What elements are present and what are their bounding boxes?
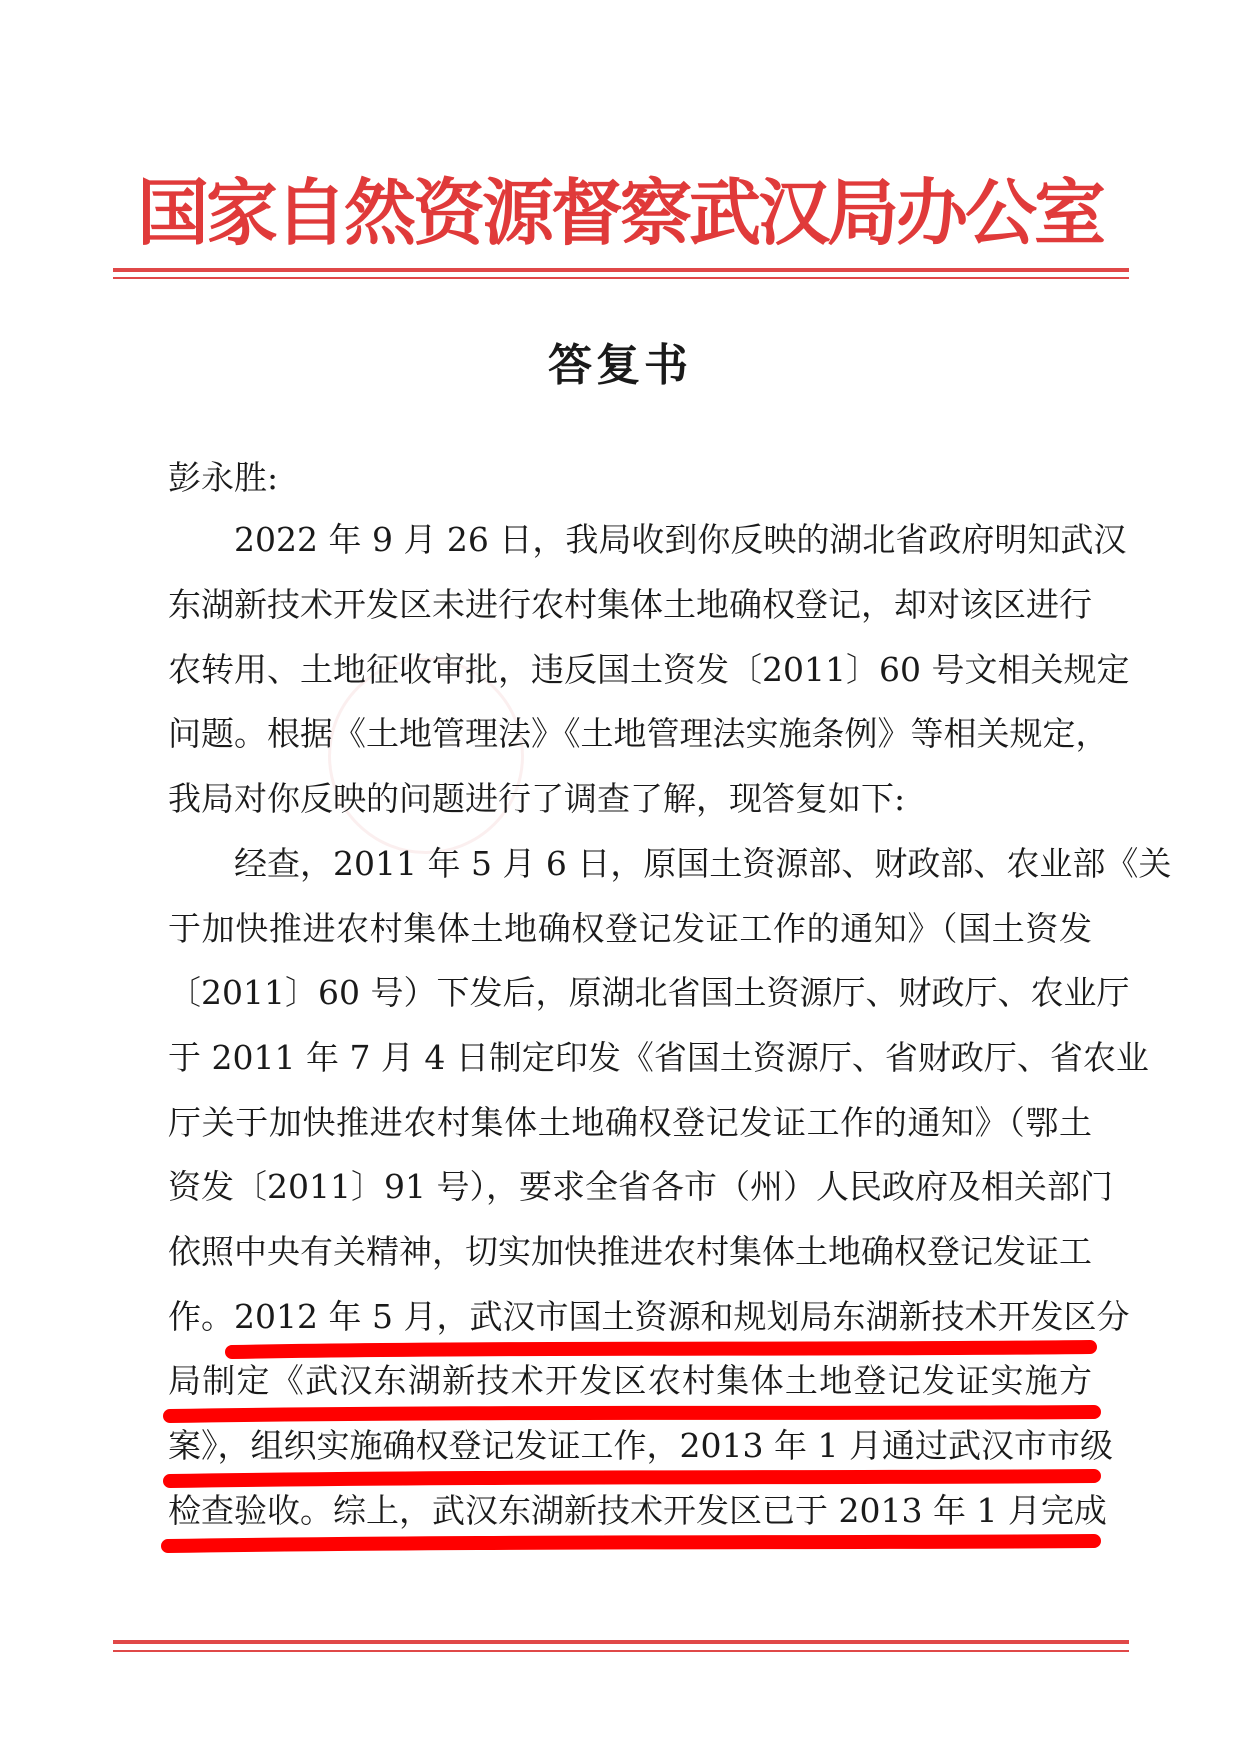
document-title: 答复书 (548, 340, 692, 391)
footer-rule-thin (113, 1650, 1129, 1652)
footer-rule-thick (113, 1640, 1129, 1644)
body-line: 2022 年 9 月 26 日，我局收到你反映的湖北省政府明知武汉 (234, 520, 1127, 559)
body-line: 案》，组织实施确权登记发证工作，2013 年 1 月通过武汉市市级 (168, 1426, 1113, 1465)
body-line: 检查验收。综上，武汉东湖新技术开发区已于 2013 年 1 月完成 (168, 1491, 1107, 1530)
body-line: 依照中央有关精神，切实加快推进农村集体土地确权登记发证工 (168, 1232, 1092, 1271)
body-line: 于 2011 年 7 月 4 日制定印发《省国土资源厅、省财政厅、省农业 (168, 1038, 1149, 1077)
body-line: 我局对你反映的问题进行了调查了解，现答复如下: (168, 779, 906, 818)
body-line: 〔2011〕60 号）下发后，原湖北省国土资源厅、财政厅、农业厅 (168, 973, 1130, 1012)
letterhead-rule-thin (113, 277, 1129, 279)
body-line: 于加快推进农村集体土地确权登记发证工作的通知》（国土资发 (168, 909, 1092, 948)
body-line: 资发〔2011〕91 号），要求全省各市（州）人民政府及相关部门 (168, 1167, 1113, 1206)
letterhead-rule-thick (113, 268, 1129, 272)
body-line: 经查，2011 年 5 月 6 日，原国土资源部、财政部、农业部《关 (234, 844, 1172, 883)
body-line: 厅关于加快推进农村集体土地确权登记发证工作的通知》（鄂土 (168, 1103, 1092, 1142)
body-line: 东湖新技术开发区未进行农村集体土地确权登记，却对该区进行 (168, 585, 1092, 624)
body-line: 局制定《武汉东湖新技术开发区农村集体土地登记发证实施方 (168, 1361, 1092, 1400)
salutation: 彭永胜: (168, 458, 279, 497)
body-line: 问题。根据《土地管理法》《土地管理法实施条例》等相关规定， (168, 714, 1109, 753)
letterhead-title: 国家自然资源督察武汉局办公室 (136, 171, 1103, 255)
body-line: 作。2012 年 5 月，武汉市国土资源和规划局东湖新技术开发区分 (168, 1297, 1130, 1336)
body-line: 农转用、土地征收审批，违反国土资发〔2011〕60 号文相关规定 (168, 650, 1130, 689)
